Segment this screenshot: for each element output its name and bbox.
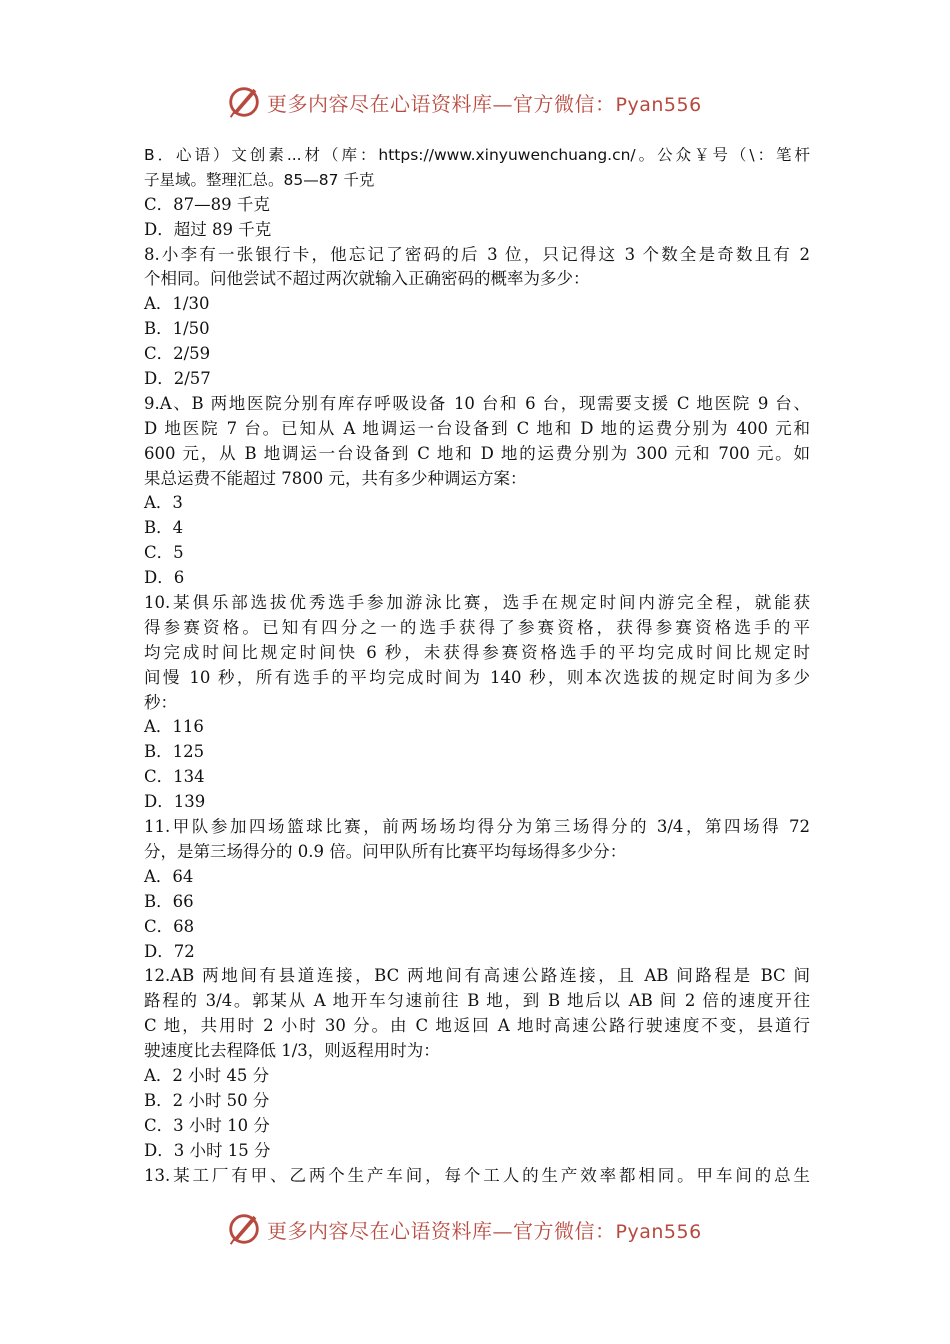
text-line: B．1/50 bbox=[144, 319, 210, 339]
header-watermark bbox=[225, 80, 725, 124]
text-line: C．134 bbox=[144, 767, 205, 787]
text-line: A．64 bbox=[144, 866, 194, 886]
text-line: 600 元，从 B 地调运一台设备到 C 地和 D 地的运费分别为 300 元和 700 元。如 bbox=[144, 443, 810, 463]
quill-logo-icon bbox=[225, 1210, 263, 1248]
text-line: D 地医院 7 台。已知从 A 地调运一台设备到 C 地和 D 地的运费分别为 400 元和 bbox=[144, 418, 810, 438]
quill-logo-icon bbox=[225, 83, 263, 121]
text-line: 驶速度比去程降低 1/3，则返程用时为： bbox=[144, 1041, 440, 1061]
text-line: B．66 bbox=[144, 891, 194, 911]
text-line: 13.某工厂有甲、乙两个生产车间，每个工人的生产效率都相同。甲车间的总生 bbox=[144, 1165, 810, 1185]
text-line: A．116 bbox=[144, 717, 204, 737]
text-line: 均完成时间比规定时间快 6 秒，未获得参赛资格选手的平均完成时间比规定时 bbox=[144, 642, 810, 662]
text-line: B．2 小时 50 分 bbox=[144, 1090, 270, 1110]
text-line: A．3 bbox=[144, 493, 183, 513]
text-line: B．心语）文创素...材（库：https://www.xinyuwenchuang.cn/。公众￥号（\：笔杆 bbox=[144, 146, 810, 164]
text-line: 子星域。整理汇总。85—87 千克 bbox=[144, 170, 375, 189]
wechat-handle: Pyan556 bbox=[615, 93, 702, 116]
text-line: 果总运费不能超过 7800 元，共有多少种调运方案： bbox=[144, 468, 527, 488]
text-line: D．2/57 bbox=[144, 369, 211, 389]
text-line: C．3 小时 10 分 bbox=[144, 1115, 270, 1135]
wechat-handle: Pyan556 bbox=[615, 1220, 702, 1243]
text-line: C．68 bbox=[144, 916, 195, 936]
text-line: 9.A、B 两地医院分别有库存呼吸设备 10 台和 6 台，现需要支援 C 地医院 9 台、 bbox=[144, 393, 810, 413]
watermark-text: 更多内容尽在心语资料库—官方微信：Pyan556 bbox=[267, 91, 702, 116]
text-line: B．4 bbox=[144, 518, 184, 538]
text-line: 个相同。问他尝试不超过两次就输入正确密码的概率为多少： bbox=[144, 269, 590, 289]
footer-watermark bbox=[225, 1207, 725, 1251]
text-line: A．1/30 bbox=[144, 294, 210, 314]
watermark-text: 更多内容尽在心语资料库—官方微信：Pyan556 bbox=[267, 1218, 702, 1243]
text-line: 12.AB 两地间有县道连接，BC 两地间有高速公路连接，且 AB 间路程是 BC 间 bbox=[144, 966, 810, 986]
text-line: D．72 bbox=[144, 941, 195, 961]
text-line: 路程的 3/4。郭某从 A 地开车匀速前往 B 地，到 B 地后以 AB 间 2 倍的速度开往 bbox=[144, 991, 810, 1011]
text-line: D．139 bbox=[144, 792, 206, 812]
text-line: C．2/59 bbox=[144, 344, 211, 364]
text-line: 间慢 10 秒，所有选手的平均完成时间为 140 秒，则本次选拔的规定时间为多少 bbox=[144, 667, 810, 687]
text-line: 分，是第三场得分的 0.9 倍。问甲队所有比赛平均每场得多少分： bbox=[144, 841, 627, 861]
text-line: D．超过 89 千克 bbox=[144, 219, 272, 239]
text-line: A．2 小时 45 分 bbox=[144, 1065, 270, 1085]
document-body bbox=[144, 143, 810, 1188]
text-line: B．125 bbox=[144, 742, 205, 762]
text-line: D．6 bbox=[144, 568, 185, 588]
text-line: 秒： bbox=[144, 692, 177, 712]
text-line: 10.某俱乐部选拔优秀选手参加游泳比赛，选手在规定时间内游完全程，就能获 bbox=[144, 593, 810, 613]
text-line: C．87—89 千克 bbox=[144, 194, 270, 214]
text-line: 得参赛资格。已知有四分之一的选手获得了参赛资格，获得参赛资格选手的平 bbox=[144, 617, 810, 637]
text-line: 8.小李有一张银行卡，他忘记了密码的后 3 位，只记得这 3 个数全是奇数且有 2 bbox=[144, 244, 810, 264]
text-line: C．5 bbox=[144, 543, 184, 563]
text-line: D．3 小时 15 分 bbox=[144, 1140, 271, 1160]
text-line: 11.甲队参加四场篮球比赛，前两场场均得分为第三场得分的 3/4，第四场得 72 bbox=[144, 817, 810, 837]
text-line: C 地，共用时 2 小时 30 分。由 C 地返回 A 地时高速公路行驶速度不变，县道行 bbox=[144, 1016, 810, 1036]
